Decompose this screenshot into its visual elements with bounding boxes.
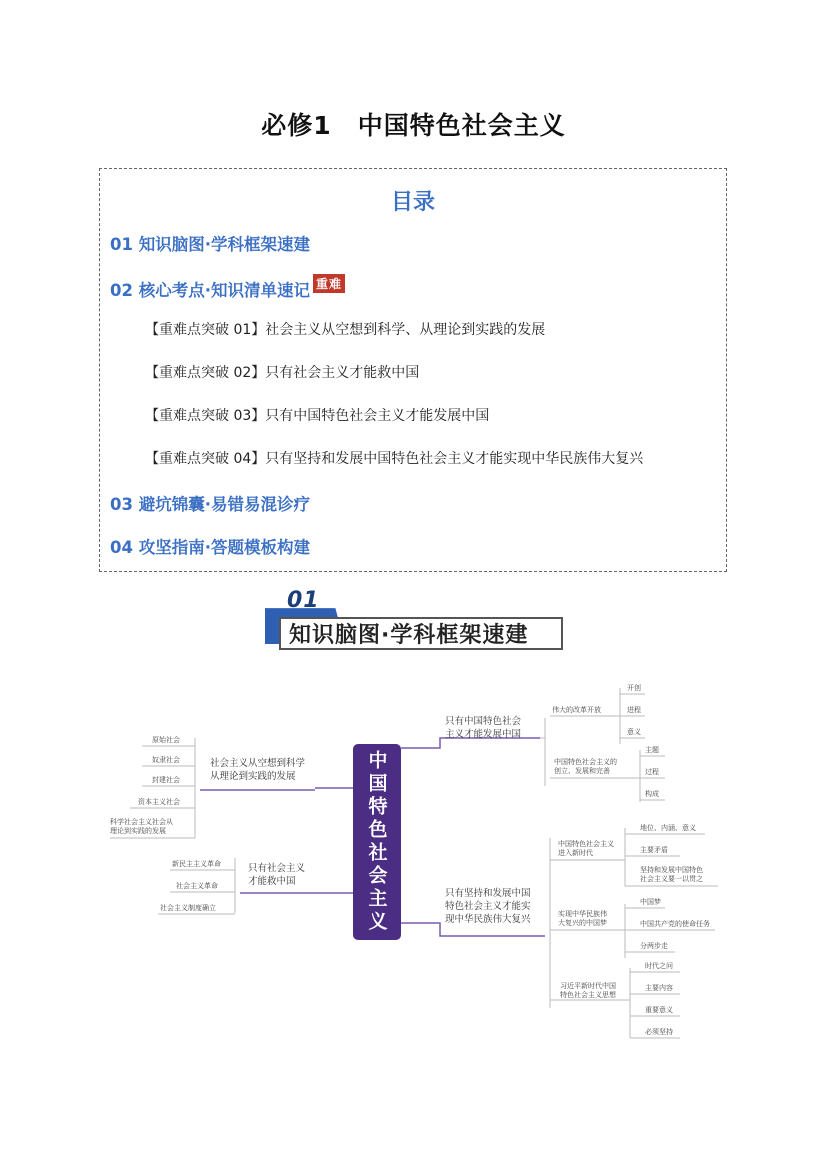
- mind-map-center-node: 中国特色社会主义: [353, 744, 401, 940]
- leaf-node: 必须坚持: [645, 1028, 673, 1036]
- banner-number: 01: [287, 588, 320, 613]
- group-node: 习近平新时代中国 特色社会主义思想: [560, 982, 616, 1000]
- leaf-node: 中国共产党的使命任务: [640, 920, 710, 928]
- group-node: 伟大的改革开放: [552, 706, 601, 714]
- toc-subitem-01[interactable]: 【重难点突破 01】社会主义从空想到科学、从理论到实践的发展: [145, 322, 546, 338]
- leaf-node: 进程: [627, 706, 641, 714]
- mind-map: [100, 668, 730, 1048]
- leaf-node: 开创: [627, 684, 641, 692]
- table-of-contents: [99, 168, 727, 572]
- branch-node-1: 社会主义从空想到科学 从理论到实践的发展: [210, 758, 306, 782]
- leaf-node: 社会主义革命: [176, 882, 218, 890]
- toc-subitem-04[interactable]: 【重难点突破 04】只有坚持和发展中国特色社会主义才能实现中华民族伟大复兴: [145, 451, 644, 467]
- leaf-node: 重要意义: [645, 1006, 673, 1014]
- section-banner: [265, 588, 565, 654]
- toc-section-02[interactable]: [110, 274, 345, 301]
- leaf-node: 原始社会: [152, 736, 180, 744]
- mind-map-connectors: [100, 668, 730, 1048]
- leaf-node: 社会主义制度确立: [160, 904, 216, 912]
- branch-node-3: 只有中国特色社会 主义才能发展中国: [445, 716, 522, 740]
- group-node: 中国特色社会主义 进入新时代: [558, 840, 614, 858]
- group-node: 中国特色社会主义的 创立、发展和完善: [554, 758, 617, 776]
- leaf-node: 科学社会主义社会从 理论到实践的发展: [110, 818, 173, 836]
- leaf-node: 地位、内涵、意义: [640, 824, 696, 832]
- page-title: 必修1 中国特色社会主义: [261, 111, 566, 140]
- leaf-node: 封建社会: [152, 776, 180, 784]
- banner-title: 知识脑图·学科框架速建: [279, 617, 563, 650]
- leaf-node: 意义: [627, 728, 641, 736]
- toc-section-04[interactable]: [110, 534, 310, 558]
- branch-node-4: 只有坚持和发展中国 特色社会主义才能实 现中华民族伟大复兴: [445, 888, 531, 925]
- toc-section-01[interactable]: [110, 231, 310, 255]
- difficulty-badge: 重难: [313, 274, 345, 293]
- leaf-node: 中国梦: [640, 898, 661, 906]
- leaf-node: 主要内容: [645, 984, 673, 992]
- leaf-node: 新民主主义革命: [172, 860, 221, 868]
- leaf-node: 主题: [645, 746, 659, 754]
- branch-node-2: 只有社会主义 才能救中国: [248, 863, 306, 887]
- toc-section-label: 01 知识脑图·学科框架速建: [110, 235, 310, 254]
- toc-section-label: 02 核心考点·知识清单速记: [110, 281, 310, 300]
- toc-section-label: 03 避坑锦囊·易错易混诊疗: [110, 495, 310, 514]
- toc-subitem-02[interactable]: 【重难点突破 02】只有社会主义才能救中国: [145, 365, 420, 381]
- leaf-node: 坚持和发展中国特色 社会主义要一以贯之: [640, 866, 703, 884]
- toc-section-03[interactable]: [110, 491, 310, 515]
- leaf-node: 时代之问: [645, 962, 673, 970]
- leaf-node: 过程: [645, 768, 659, 776]
- leaf-node: 构成: [645, 790, 659, 798]
- toc-section-label: 04 攻坚指南·答题模板构建: [110, 538, 310, 557]
- leaf-node: 奴隶社会: [152, 756, 180, 764]
- leaf-node: 资本主义社会: [138, 798, 180, 806]
- leaf-node: 分两步走: [640, 942, 668, 950]
- leaf-node: 主要矛盾: [640, 846, 668, 854]
- group-node: 实现中华民族伟 大复兴的中国梦: [558, 910, 607, 928]
- toc-heading: 目录: [390, 190, 435, 215]
- toc-subitem-03[interactable]: 【重难点突破 03】只有中国特色社会主义才能发展中国: [145, 408, 490, 424]
